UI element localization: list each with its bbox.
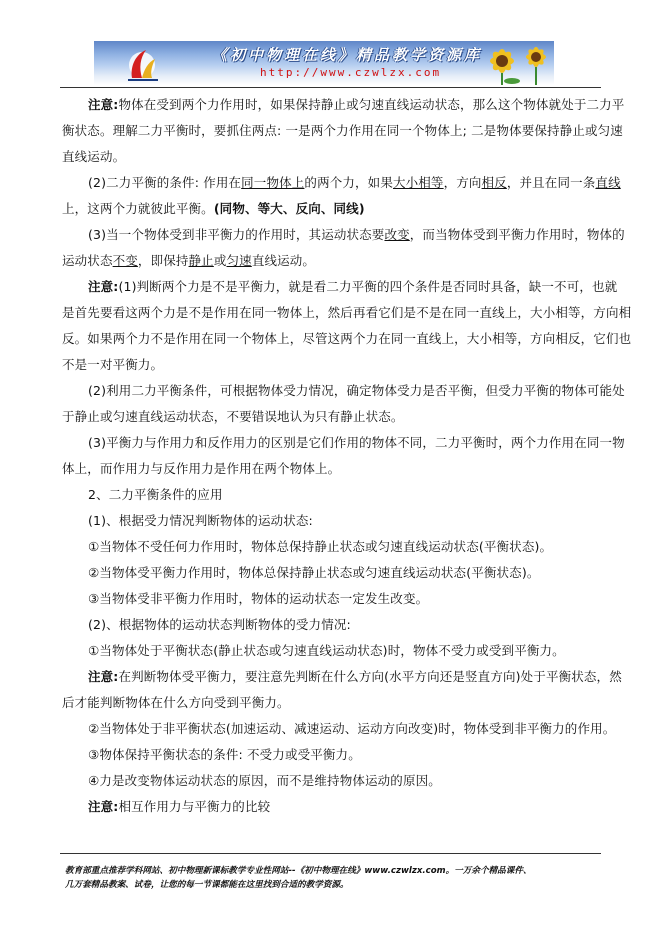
text-line: 体上，而作用力与反作用力是作用在两个物体上。 — [62, 461, 341, 476]
banner-url: http://www.czwlzx.com — [260, 66, 442, 79]
underlined-term: 大小相等 — [392, 175, 444, 190]
list-item: ③物体保持平衡状态的条件: 不受力或受平衡力。 — [88, 747, 361, 762]
header-divider — [60, 87, 601, 88]
note-label: 注意: — [88, 669, 119, 684]
header-banner — [94, 41, 554, 85]
subsection-heading: (1)、根据受力情况判断物体的运动状态: — [88, 513, 313, 528]
subsection-heading: (2)、根据物体的运动状态判断物体的受力情况: — [88, 617, 351, 632]
text-line: (3)当一个物体受到非平衡力的作用时，其运动状态要改变，而当物体受到平衡力作用时，物体的 — [88, 227, 625, 242]
text-line: 不是一对平衡力。 — [62, 357, 164, 372]
footer-line: 教育部重点推荐学科网站、初中物理新课标教学专业性网站--《初中物理在线》www.czwlzx.com。一万余个精品课件、 — [65, 866, 532, 876]
text-line: 上，这两个力就彼此平衡。(同物、等大、反向、同线) — [62, 201, 365, 216]
text-line: 注意:在判断物体受平衡力，要注意先判断在什么方向(水平方向还是竖直方向)处于平衡状态，然 — [88, 669, 622, 684]
footer-line: 几万套精品教案、试卷，让您的每一节课都能在这里找到合适的教学资源。 — [65, 880, 349, 890]
note-label: 注意: — [88, 279, 119, 294]
list-item: ①当物体处于平衡状态(静止状态或匀速直线运动状态)时，物体不受力或受到平衡力。 — [88, 643, 565, 658]
underlined-term: 静止 — [188, 253, 214, 268]
text-line: 于静止或匀速直线运动状态，不要错误地认为只有静止状态。 — [62, 409, 404, 424]
text-line: (3)平衡力与作用力和反作用力的区别是它们作用的物体不同，二力平衡时，两个力作用在同一物 — [88, 435, 625, 450]
banner-title: 《初中物理在线》精品教学资源库 — [212, 46, 483, 64]
text-line: 直线运动。 — [62, 149, 126, 164]
list-item: ①当物体不受任何力作用时，物体总保持静止状态或匀速直线运动状态(平衡状态)。 — [88, 539, 553, 554]
list-item: ②当物体处于非平衡状态(加速运动、减速运动、运动方向改变)时，物体受到非平衡力的作用。 — [88, 721, 616, 736]
list-item: ④力是改变物体运动状态的原因，而不是维持物体运动的原因。 — [88, 773, 441, 788]
text-line: 衡状态。理解二力平衡时，要抓住两点: 一是两个力作用在同一个物体上; 二是物体要保持静止或匀速 — [62, 123, 623, 138]
text-line: 后才能判断物体在什么方向受到平衡力。 — [62, 695, 290, 710]
text-line: 注意:相互作用力与平衡力的比较 — [88, 799, 271, 814]
footer-divider — [60, 853, 601, 854]
underlined-term: 直线 — [595, 175, 621, 190]
note-label: 注意: — [88, 799, 119, 814]
underlined-term: 不变 — [112, 253, 138, 268]
list-item: ②当物体受平衡力作用时，物体总保持静止状态或匀速直线运动状态(平衡状态)。 — [88, 565, 540, 580]
underlined-term: 匀速 — [226, 253, 252, 268]
text-line: (2)利用二力平衡条件，可根据物体受力情况，确定物体受力是否平衡，但受力平衡的物体可能处 — [88, 383, 625, 398]
text-line: 注意:物体在受到两个力作用时，如果保持静止或匀速直线运动状态，那么这个物体就处于二力平 — [88, 97, 625, 112]
sunflower-icon — [478, 41, 554, 85]
text-line: 是首先要看这两个力是不是作用在同一物体上，然后再看它们是不是在同一直线上，大小相等，方向相 — [62, 305, 632, 320]
section-heading: 2、二力平衡条件的应用 — [88, 487, 223, 502]
bold-summary: (同物、等大、反向、同线) — [213, 201, 365, 216]
note-label: 注意: — [88, 97, 119, 112]
list-item: ③当物体受非平衡力作用时，物体的运动状态一定发生改变。 — [88, 591, 429, 606]
site-logo-icon — [122, 44, 162, 84]
underlined-term: 同一物体上 — [241, 175, 305, 190]
underlined-term: 相反 — [481, 175, 507, 190]
text-line: (2)二力平衡的条件: 作用在同一物体上的两个力，如果大小相等，方向相反，并且在同一条直线 — [88, 175, 621, 190]
text-line: 注意:(1)判断两个力是不是平衡力，就是看二力平衡的四个条件是否同时具备，缺一不可，也就 — [88, 279, 618, 294]
text-line: 运动状态不变，即保持静止或匀速直线运动。 — [62, 253, 316, 268]
text-line: 反。如果两个力不是作用在同一个物体上，尽管这两个力在同一直线上，大小相等，方向相反，它们也 — [62, 331, 632, 346]
underlined-term: 改变 — [384, 227, 410, 242]
